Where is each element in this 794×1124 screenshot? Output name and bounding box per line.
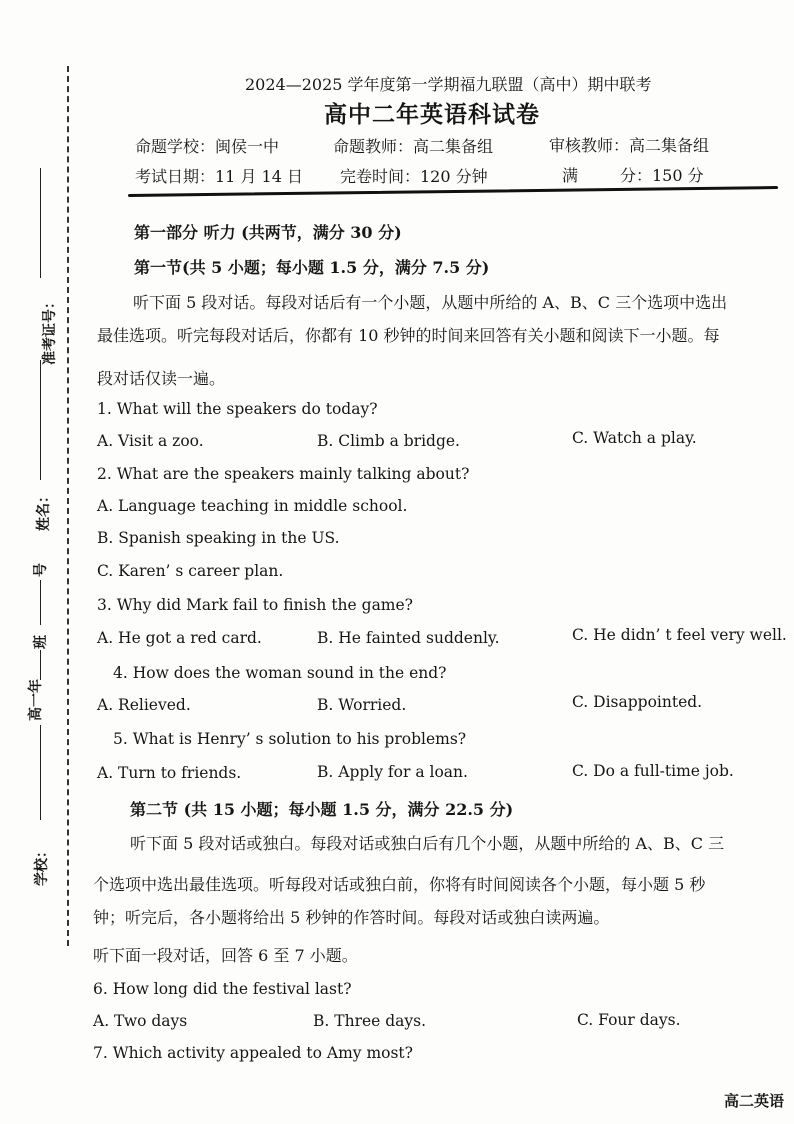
option-b: B. He fainted suddenly. [317, 629, 500, 647]
option-a: A. Turn to friends. [97, 764, 242, 782]
option-c: C. He didn’ t feel very well. [572, 626, 787, 644]
reviewer: 审核教师：高二集备组 [549, 136, 710, 155]
option-c: C. Four days. [577, 1011, 681, 1029]
section1-instruction-line: 段对话仅读一遍。 [97, 369, 226, 388]
option-b: B. Apply for a loan. [317, 763, 468, 781]
duration: 完卷时间：120 分钟 [340, 167, 488, 186]
section2-instruction-line: 钟；听完后，各小题将给出 5 秒钟的作答时间。每段对话或独白读两遍。 [93, 908, 610, 927]
option-a: A. Visit a zoo. [97, 432, 204, 450]
name-blank [40, 360, 41, 480]
section1-instruction-line: 最佳选项。听完每段对话后，你都有 10 秒钟的时间来回答有关小题和阅读下一小题。每 [97, 326, 720, 345]
full-score: 分：150 分 [620, 166, 704, 185]
section1-title: 第一节(共 5 小题；每小题 1.5 分，满分 7.5 分) [134, 258, 490, 277]
class-label: 班 [33, 635, 49, 649]
option-c: C. Do a full-time job. [572, 762, 734, 780]
full-score-label: 满 [562, 166, 579, 185]
number-label: 号 [33, 563, 49, 577]
class-blank [40, 650, 41, 680]
section2-title: 第二节 (共 15 小题；每小题 1.5 分，满分 22.5 分) [130, 800, 514, 819]
question-stem: 2. What are the speakers mainly talking about? [97, 465, 470, 483]
option-b: B. Worried. [317, 696, 407, 714]
question-stem: 1. What will the speakers do today? [97, 400, 378, 418]
exam-date: 考试日期：11 月 14 日 [135, 167, 303, 186]
question-stem: 7. Which activity appealed to Amy most? [93, 1044, 413, 1062]
grade-blank [40, 725, 41, 820]
header-rule [128, 186, 778, 197]
setter-school: 命题学校：闽侯一中 [135, 137, 280, 156]
school-label: 学校： [34, 844, 50, 886]
name-label: 姓名： [36, 489, 52, 531]
option-c: C. Karen’ s career plan. [97, 562, 284, 580]
ticket-number-label: 准考证号： [42, 295, 58, 365]
number-blank [40, 580, 41, 625]
part1-title: 第一部分 听力 (共两节，满分 30 分) [134, 223, 402, 242]
dialog-intro: 听下面一段对话，回答 6 至 7 小题。 [93, 946, 358, 965]
setter-teacher: 命题教师：高二集备组 [333, 137, 494, 156]
option-c: C. Disappointed. [572, 693, 703, 711]
option-c: C. Watch a play. [572, 429, 697, 447]
binding-line [67, 66, 69, 946]
section2-instruction-line: 听下面 5 段对话或独白。每段对话或独白后有几个小题，从题中所给的 A、B、C 三 [130, 834, 725, 853]
option-a: A. Two days [93, 1012, 188, 1030]
option-a: A. Language teaching in middle school. [97, 497, 408, 515]
grade-label: 高一年 [28, 679, 44, 721]
option-b: B. Three days. [313, 1012, 427, 1030]
exam-title: 2024—2025 学年度第一学期福九联盟（高中）期中联考 [245, 75, 652, 94]
option-b: B. Climb a bridge. [317, 432, 460, 450]
ticket-number-blank [40, 168, 41, 278]
option-a: A. Relieved. [97, 696, 191, 714]
question-stem: 4. How does the woman sound in the end? [113, 664, 447, 682]
question-stem: 3. Why did Mark fail to finish the game? [97, 596, 413, 614]
section1-instruction-line: 听下面 5 段对话。每段对话后有一个小题，从题中所给的 A、B、C 三个选项中选出 [133, 293, 728, 312]
option-a: A. He got a red card. [97, 629, 262, 647]
section2-instruction-line: 个选项中选出最佳选项。听每段对话或独白前，你将有时间阅读各个小题，每小题 5 秒 [93, 875, 706, 894]
paper-title: 高中二年英语科试卷 [324, 102, 540, 128]
option-b: B. Spanish speaking in the US. [97, 529, 340, 547]
page-footer: 高二英语 [723, 1092, 784, 1110]
question-stem: 6. How long did the festival last? [93, 980, 352, 998]
question-stem: 5. What is Henry’ s solution to his problems? [113, 730, 467, 748]
